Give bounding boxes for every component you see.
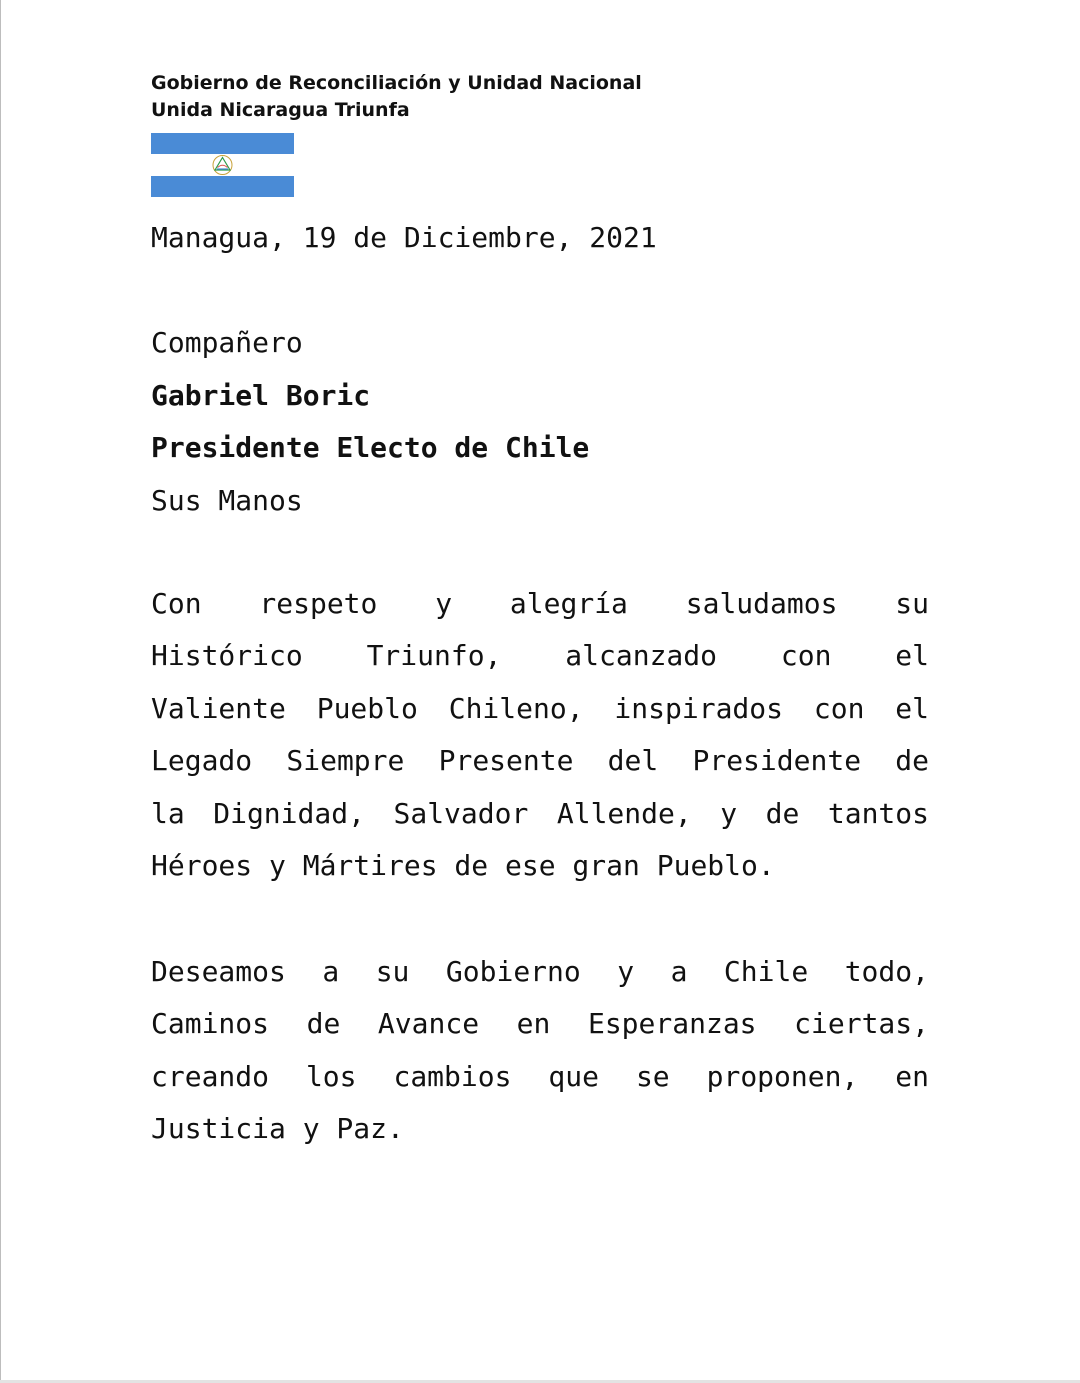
- letterhead-government-name: Gobierno de Reconciliación y Unidad Nacional: [151, 72, 642, 94]
- body-paragraph-2: [151, 951, 929, 1161]
- page-left-edge: [0, 0, 1, 1383]
- recipient-name: Gabriel Boric: [151, 378, 371, 412]
- paragraph-line: Histórico Triunfo, alcanzado con el: [151, 639, 929, 673]
- paragraph-line: Héroes y Mártires de ese gran Pueblo.: [151, 848, 775, 882]
- paragraph-line: Deseamos a su Gobierno y a Chile todo,: [151, 955, 929, 988]
- paragraph-line: Justicia y Paz.: [151, 1112, 404, 1146]
- letterhead-slogan: Unida Nicaragua Triunfa: [151, 99, 410, 121]
- paragraph-line: Legado Siempre Presente del Presidente de: [151, 744, 929, 778]
- paragraph-line: Valiente Pueblo Chileno, inspirados con el: [151, 691, 929, 725]
- recipient-salutation: Compañero: [151, 326, 303, 359]
- body-paragraph-1: [151, 583, 929, 897]
- paragraph-line: la Dignidad, Salvador Allende, y de tantos: [151, 796, 929, 830]
- paragraph-line: Con respeto y alegría saludamos su: [151, 587, 929, 620]
- nicaragua-flag-icon: [151, 133, 294, 197]
- letter-date: Managua, 19 de Diciembre, 2021: [151, 221, 657, 254]
- recipient-block: [151, 322, 931, 532]
- recipient-title: Presidente Electo de Chile: [151, 431, 590, 464]
- letterhead: [151, 70, 642, 124]
- recipient-delivery: Sus Manos: [151, 483, 303, 517]
- paragraph-line: creando los cambios que se proponen, en: [151, 1059, 929, 1093]
- paragraph-line: Caminos de Avance en Esperanzas ciertas,: [151, 1007, 929, 1041]
